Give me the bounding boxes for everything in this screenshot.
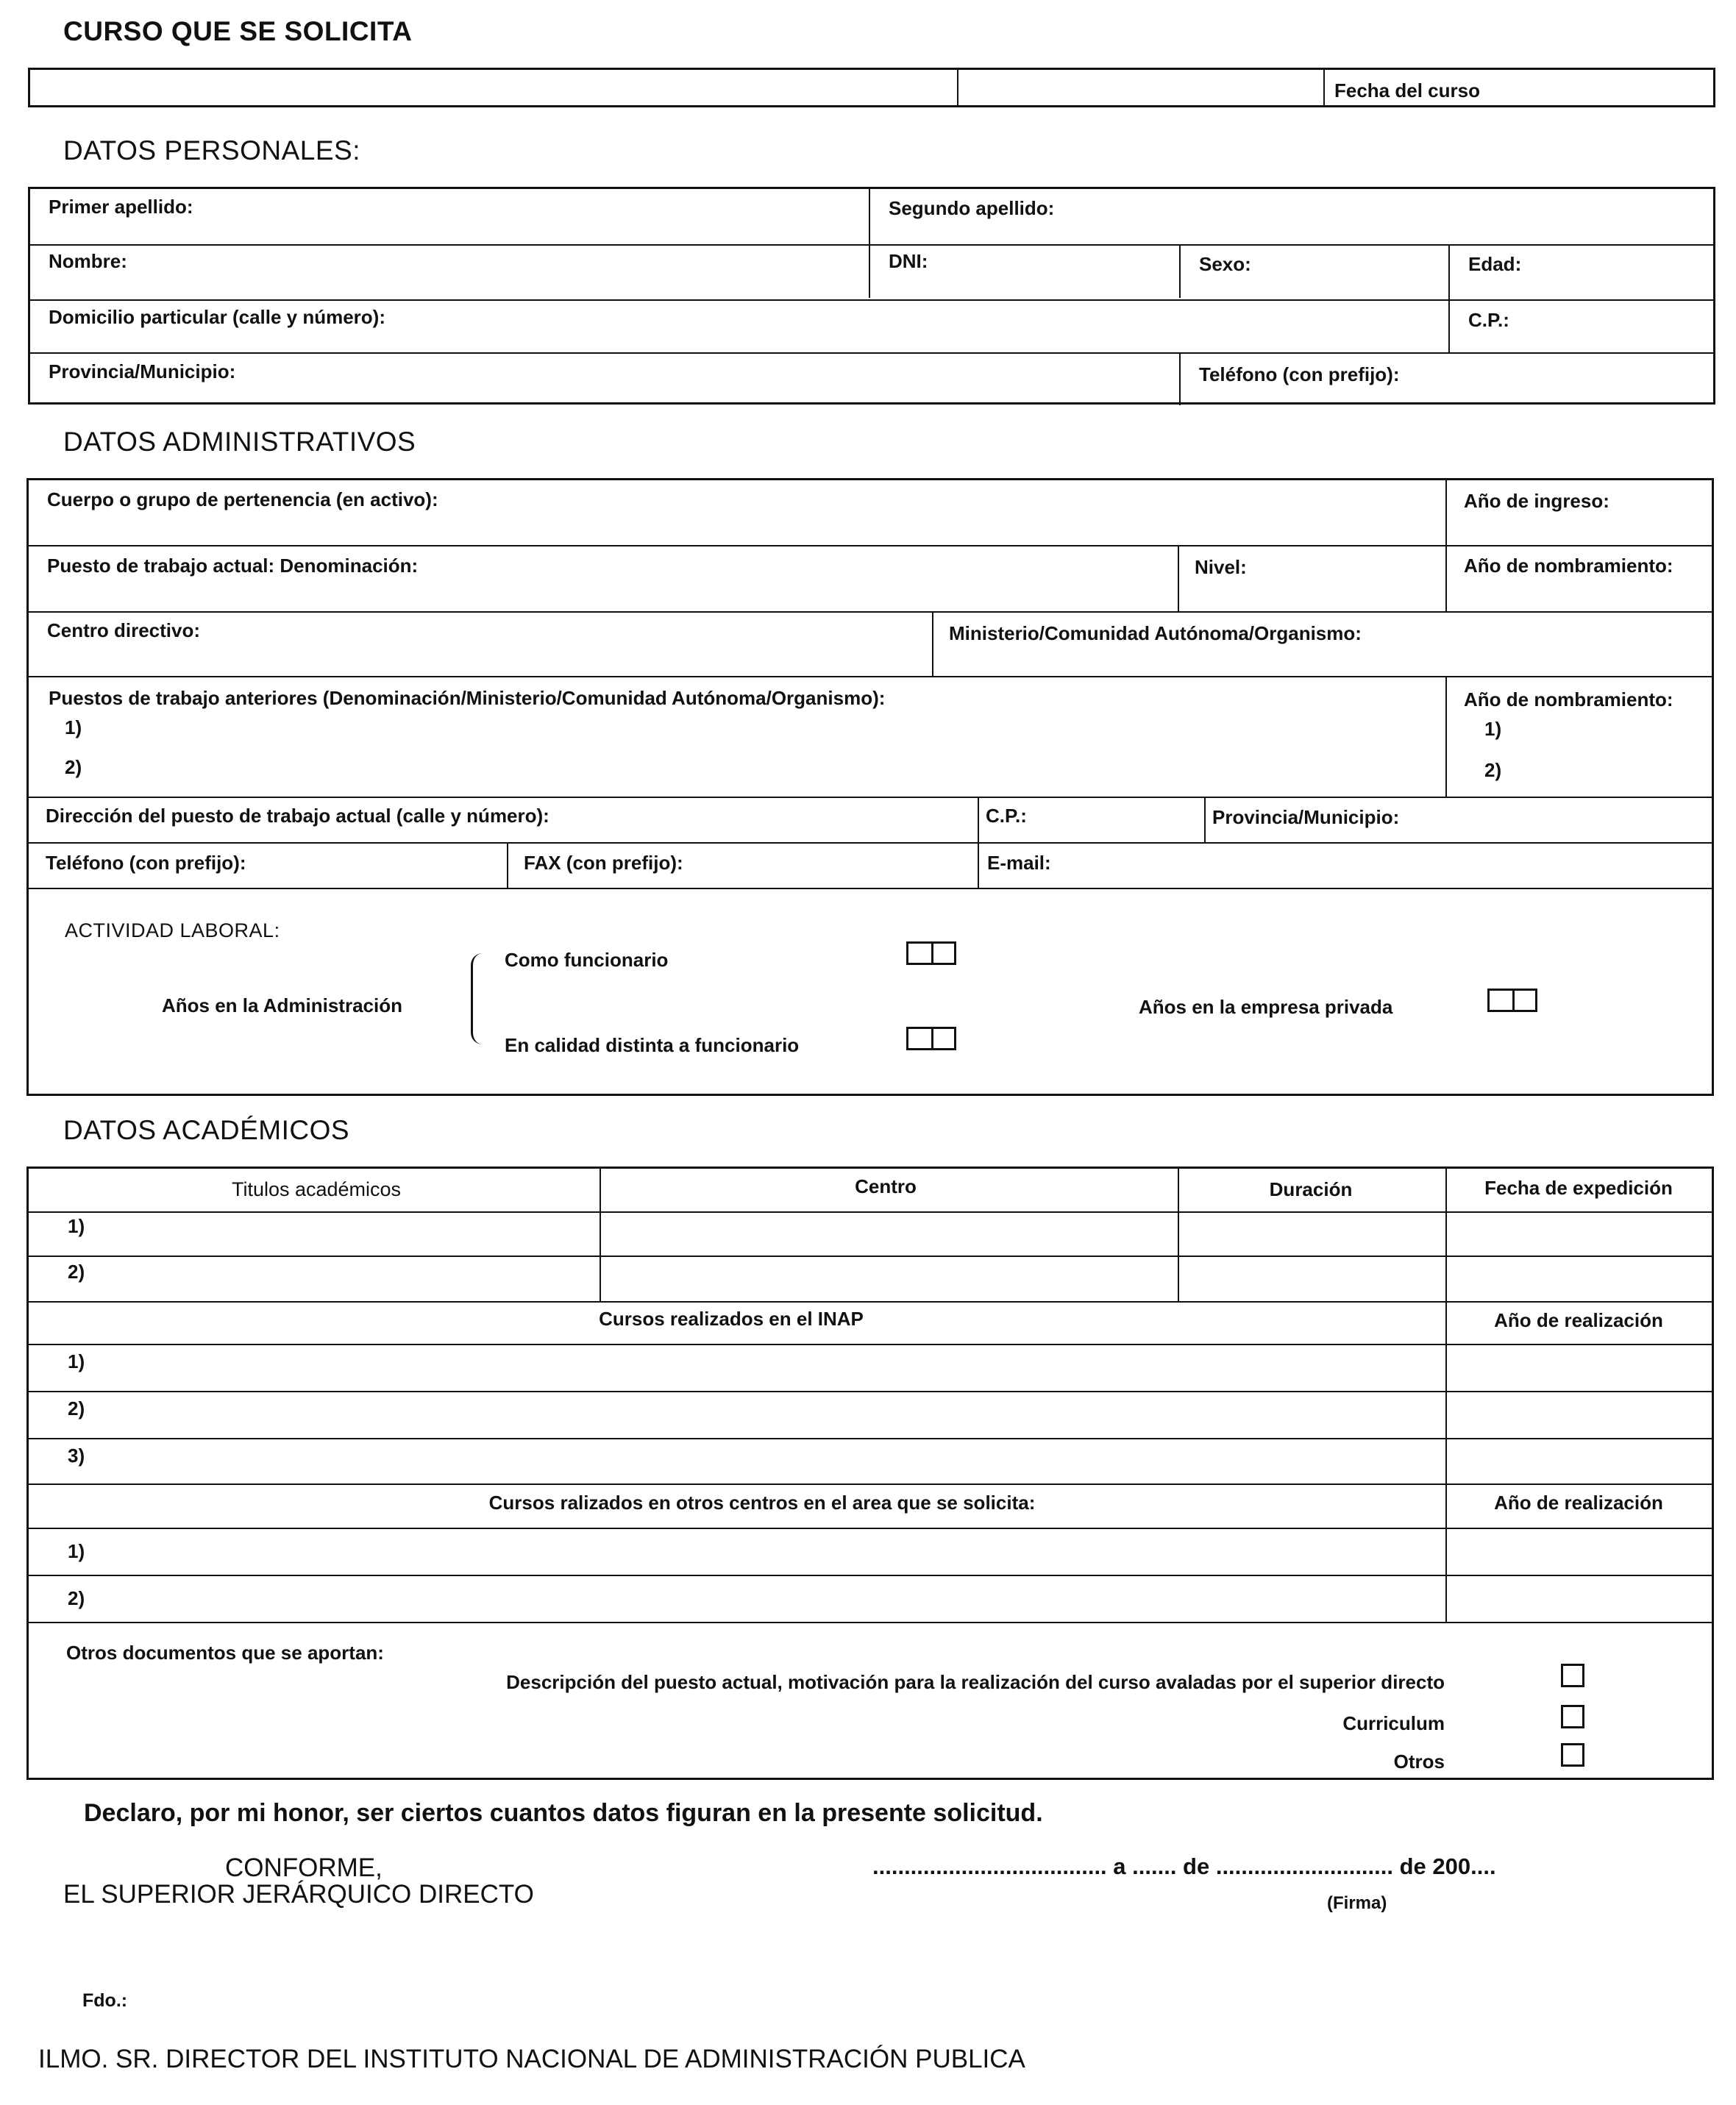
doc-curriculum-label: Curriculum [1342,1712,1445,1734]
inap-anio-header: Año de realización [1494,1309,1663,1331]
doc-otros-label: Otros [1393,1750,1445,1773]
col-duracion-header: Duración [1269,1178,1353,1200]
anios-administracion-label: Años en la Administración [162,994,402,1016]
personal-section-title: DATOS PERSONALES: [63,135,360,165]
anio-nombramiento-2-label: Año de nombramiento: [1464,688,1673,710]
otros-row-1: 1) [68,1540,85,1562]
puesto-anterior-1: 1) [65,716,82,738]
domicilio-label: Domicilio particular (calle y número): [49,306,385,328]
titulo-row-2: 2) [68,1261,85,1283]
cuerpo-label: Cuerpo o grupo de pertenencia (en activo): [47,488,438,510]
anio-ingreso-label: Año de ingreso: [1464,490,1609,512]
inap-row-2: 2) [68,1397,85,1420]
doc-descripcion-label: Descripción del puesto actual, motivación para la realización del curso avaladas por el superior directo [506,1671,1445,1693]
date-signature-line: ..................................... a ....... de ............................ de 200.... [872,1853,1496,1879]
admin-section-title: DATOS ADMINISTRATIVOS [63,427,416,457]
nombre-label: Nombre: [49,250,127,272]
conforme-text: CONFORME, [225,1853,383,1882]
sexo-label: Sexo: [1199,253,1251,275]
otros-documentos-label: Otros documentos que se aportan: [66,1642,384,1664]
provincia-label: Provincia/Municipio: [49,360,236,382]
anio-nombramiento-2: 2) [1484,759,1502,781]
course-section-title: CURSO QUE SE SOLICITA [63,16,413,46]
ministerio-label: Ministerio/Comunidad Autónoma/Organismo: [949,622,1362,644]
primer-apellido-label: Primer apellido: [49,196,193,218]
academic-section-title: DATOS ACADÉMICOS [63,1115,350,1145]
course-name-field[interactable] [29,69,953,106]
otros-row-2: 2) [68,1587,85,1609]
fecha-curso-label: Fecha del curso [1334,79,1480,101]
fdo-label: Fdo.: [82,1990,128,2011]
declaracion-text: Declaro, por mi honor, ser ciertos cuantos datos figuran en la presente solicitud. [84,1799,1043,1827]
anios-privada-label: Años en la empresa privada [1139,996,1393,1018]
edad-label: Edad: [1468,253,1522,275]
actividad-laboral-label: ACTIVIDAD LABORAL: [65,919,280,941]
anios-privada-box[interactable] [1487,989,1537,1012]
dni-label: DNI: [889,250,928,272]
doc-curriculum-checkbox[interactable] [1561,1705,1584,1728]
anio-nombramiento-1: 1) [1484,718,1502,740]
superior-text: EL SUPERIOR JERÁRQUICO DIRECTO [63,1880,534,1909]
otros-anio-header: Año de realización [1494,1492,1663,1514]
como-funcionario-label: Como funcionario [505,949,669,971]
titulo-row-1: 1) [68,1215,85,1237]
brace-icon [471,953,483,1044]
nivel-label: Nivel: [1195,556,1247,578]
admin-telefono-label: Teléfono (con prefijo): [46,852,246,874]
fax-label: FAX (con prefijo): [524,852,683,874]
inap-header: Cursos realizados en el INAP [599,1308,864,1330]
puesto-anterior-2: 2) [65,756,82,778]
doc-descripcion-checkbox[interactable] [1561,1664,1584,1687]
admin-cp-label: C.P.: [986,805,1027,827]
segundo-apellido-label: Segundo apellido: [889,197,1055,219]
col-titulos-header: Titulos académicos [231,1178,402,1200]
inap-row-1: 1) [68,1350,85,1372]
anios-funcionario-box[interactable] [906,941,956,965]
telefono-label: Teléfono (con prefijo): [1199,363,1400,385]
email-label: E-mail: [987,852,1051,874]
inap-row-3: 3) [68,1445,85,1467]
anios-calidad-distinta-box[interactable] [906,1027,956,1050]
centro-directivo-label: Centro directivo: [47,619,201,641]
puesto-actual-label: Puesto de trabajo actual: Denominación: [47,555,419,577]
firma-label: (Firma) [1327,1893,1387,1913]
cp-label: C.P.: [1468,309,1509,331]
course-code-field[interactable] [956,69,1321,106]
col-centro-header: Centro [855,1175,917,1197]
personal-table [28,187,1715,405]
otros-centros-header: Cursos ralizados en otros centros en el area que se solicita: [488,1492,1036,1514]
direccion-label: Dirección del puesto de trabajo actual (calle y número): [46,805,549,827]
puestos-anteriores-label: Puestos de trabajo anteriores (Denominación/Ministerio/Comunidad Autónoma/Organismo): [49,687,886,709]
anio-nombramiento-label: Año de nombramiento: [1464,555,1673,577]
col-fecha-header: Fecha de expedición [1484,1177,1673,1199]
admin-provincia-label: Provincia/Municipio: [1212,806,1400,828]
doc-otros-checkbox[interactable] [1561,1743,1584,1767]
calidad-distinta-label: En calidad distinta a funcionario [505,1034,800,1056]
director-addressee: ILMO. SR. DIRECTOR DEL INSTITUTO NACIONAL DE ADMINISTRACIÓN PUBLICA [38,2045,1025,2073]
